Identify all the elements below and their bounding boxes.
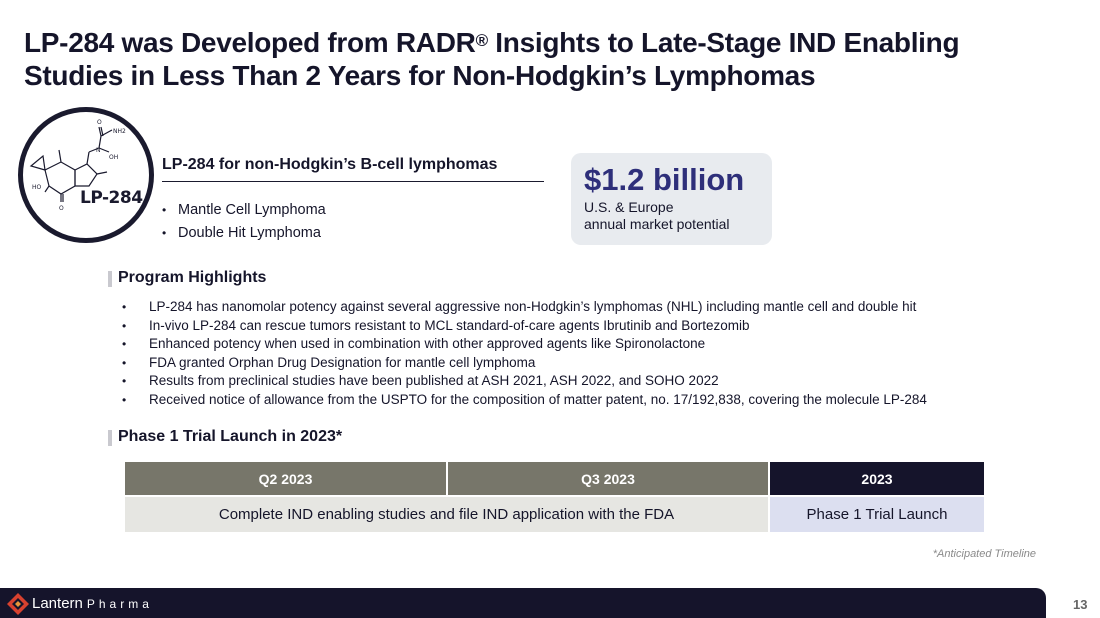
highlight-item: • Results from preclinical studies have been published at ASH 2021, ASH 2022, and SOHO 2022 — [122, 372, 1082, 391]
highlights-list — [122, 298, 1082, 410]
indication-item: • Double Hit Lymphoma — [162, 222, 326, 245]
brand-logo — [32, 595, 153, 612]
molecule-structure-icon — [23, 112, 149, 238]
atom-n-label: N — [96, 147, 101, 154]
footer-bar — [0, 588, 1046, 618]
table-header-row — [125, 462, 984, 496]
molecule-diagram — [18, 107, 154, 243]
brand-name: Lantern — [32, 595, 83, 612]
phase1-timeline-table — [125, 462, 984, 532]
molecule-name: LP-284 — [80, 188, 143, 208]
highlight-item: • Received notice of allowance from the USPTO for the composition of matter patent, no. 17/192,838, covering the molecule LP-284 — [122, 391, 1082, 410]
title-line-1: LP-284 was Developed from RADR® Insights to Late-Stage IND Enabling — [24, 27, 960, 58]
timeline-footnote: *Anticipated Timeline — [932, 548, 1036, 560]
column-header-q2: Q2 2023 — [125, 462, 447, 496]
highlight-item: • In-vivo LP-284 can rescue tumors resistant to MCL standard-of-care agents Ibrutinib and Bortezomib — [122, 317, 1082, 336]
brand-sub: Pharma — [86, 597, 153, 611]
atom-ketone-label: O — [59, 205, 64, 212]
highlight-item: • LP-284 has nanomolar potency against several aggressive non-Hodgkin’s lymphomas (NHL) including mantle cell and double hit — [122, 298, 1082, 317]
highlight-item: • Enhanced potency when used in combination with other approved agents like Spironolactone — [122, 335, 1082, 354]
phase1-heading: Phase 1 Trial Launch in 2023* — [108, 427, 342, 447]
program-highlights-heading: Program Highlights — [108, 268, 266, 288]
market-value: $1.2 billion — [584, 162, 745, 197]
slide-title — [24, 26, 1074, 92]
column-header-q3: Q3 2023 — [447, 462, 769, 496]
lp284-heading: LP-284 for non-Hodgkin’s B-cell lymphomas — [162, 156, 544, 182]
title-line-2: Studies in Less Than 2 Years for Non-Hodgkin’s Lymphomas — [24, 60, 816, 91]
atom-o-label: O — [97, 119, 102, 126]
page-number: 13 — [1073, 597, 1088, 612]
trial-launch-cell: Phase 1 Trial Launch — [769, 496, 984, 532]
atom-oh-label: OH — [109, 154, 119, 161]
atom-nh2-label: NH2 — [113, 128, 126, 135]
lantern-logo-icon — [6, 592, 30, 616]
column-header-2023: 2023 — [769, 462, 984, 496]
market-region: U.S. & Europe — [584, 199, 674, 215]
indication-item: • Mantle Cell Lymphoma — [162, 199, 326, 222]
highlight-item: • FDA granted Orphan Drug Designation for mantle cell lymphoma — [122, 354, 1082, 373]
atom-ho-label: HO — [32, 184, 42, 191]
market-potential-card — [571, 153, 772, 245]
market-description: annual market potential — [584, 216, 730, 232]
indication-list — [162, 199, 326, 245]
table-row — [125, 496, 984, 532]
ind-task-cell: Complete IND enabling studies and file IND application with the FDA — [125, 496, 769, 532]
